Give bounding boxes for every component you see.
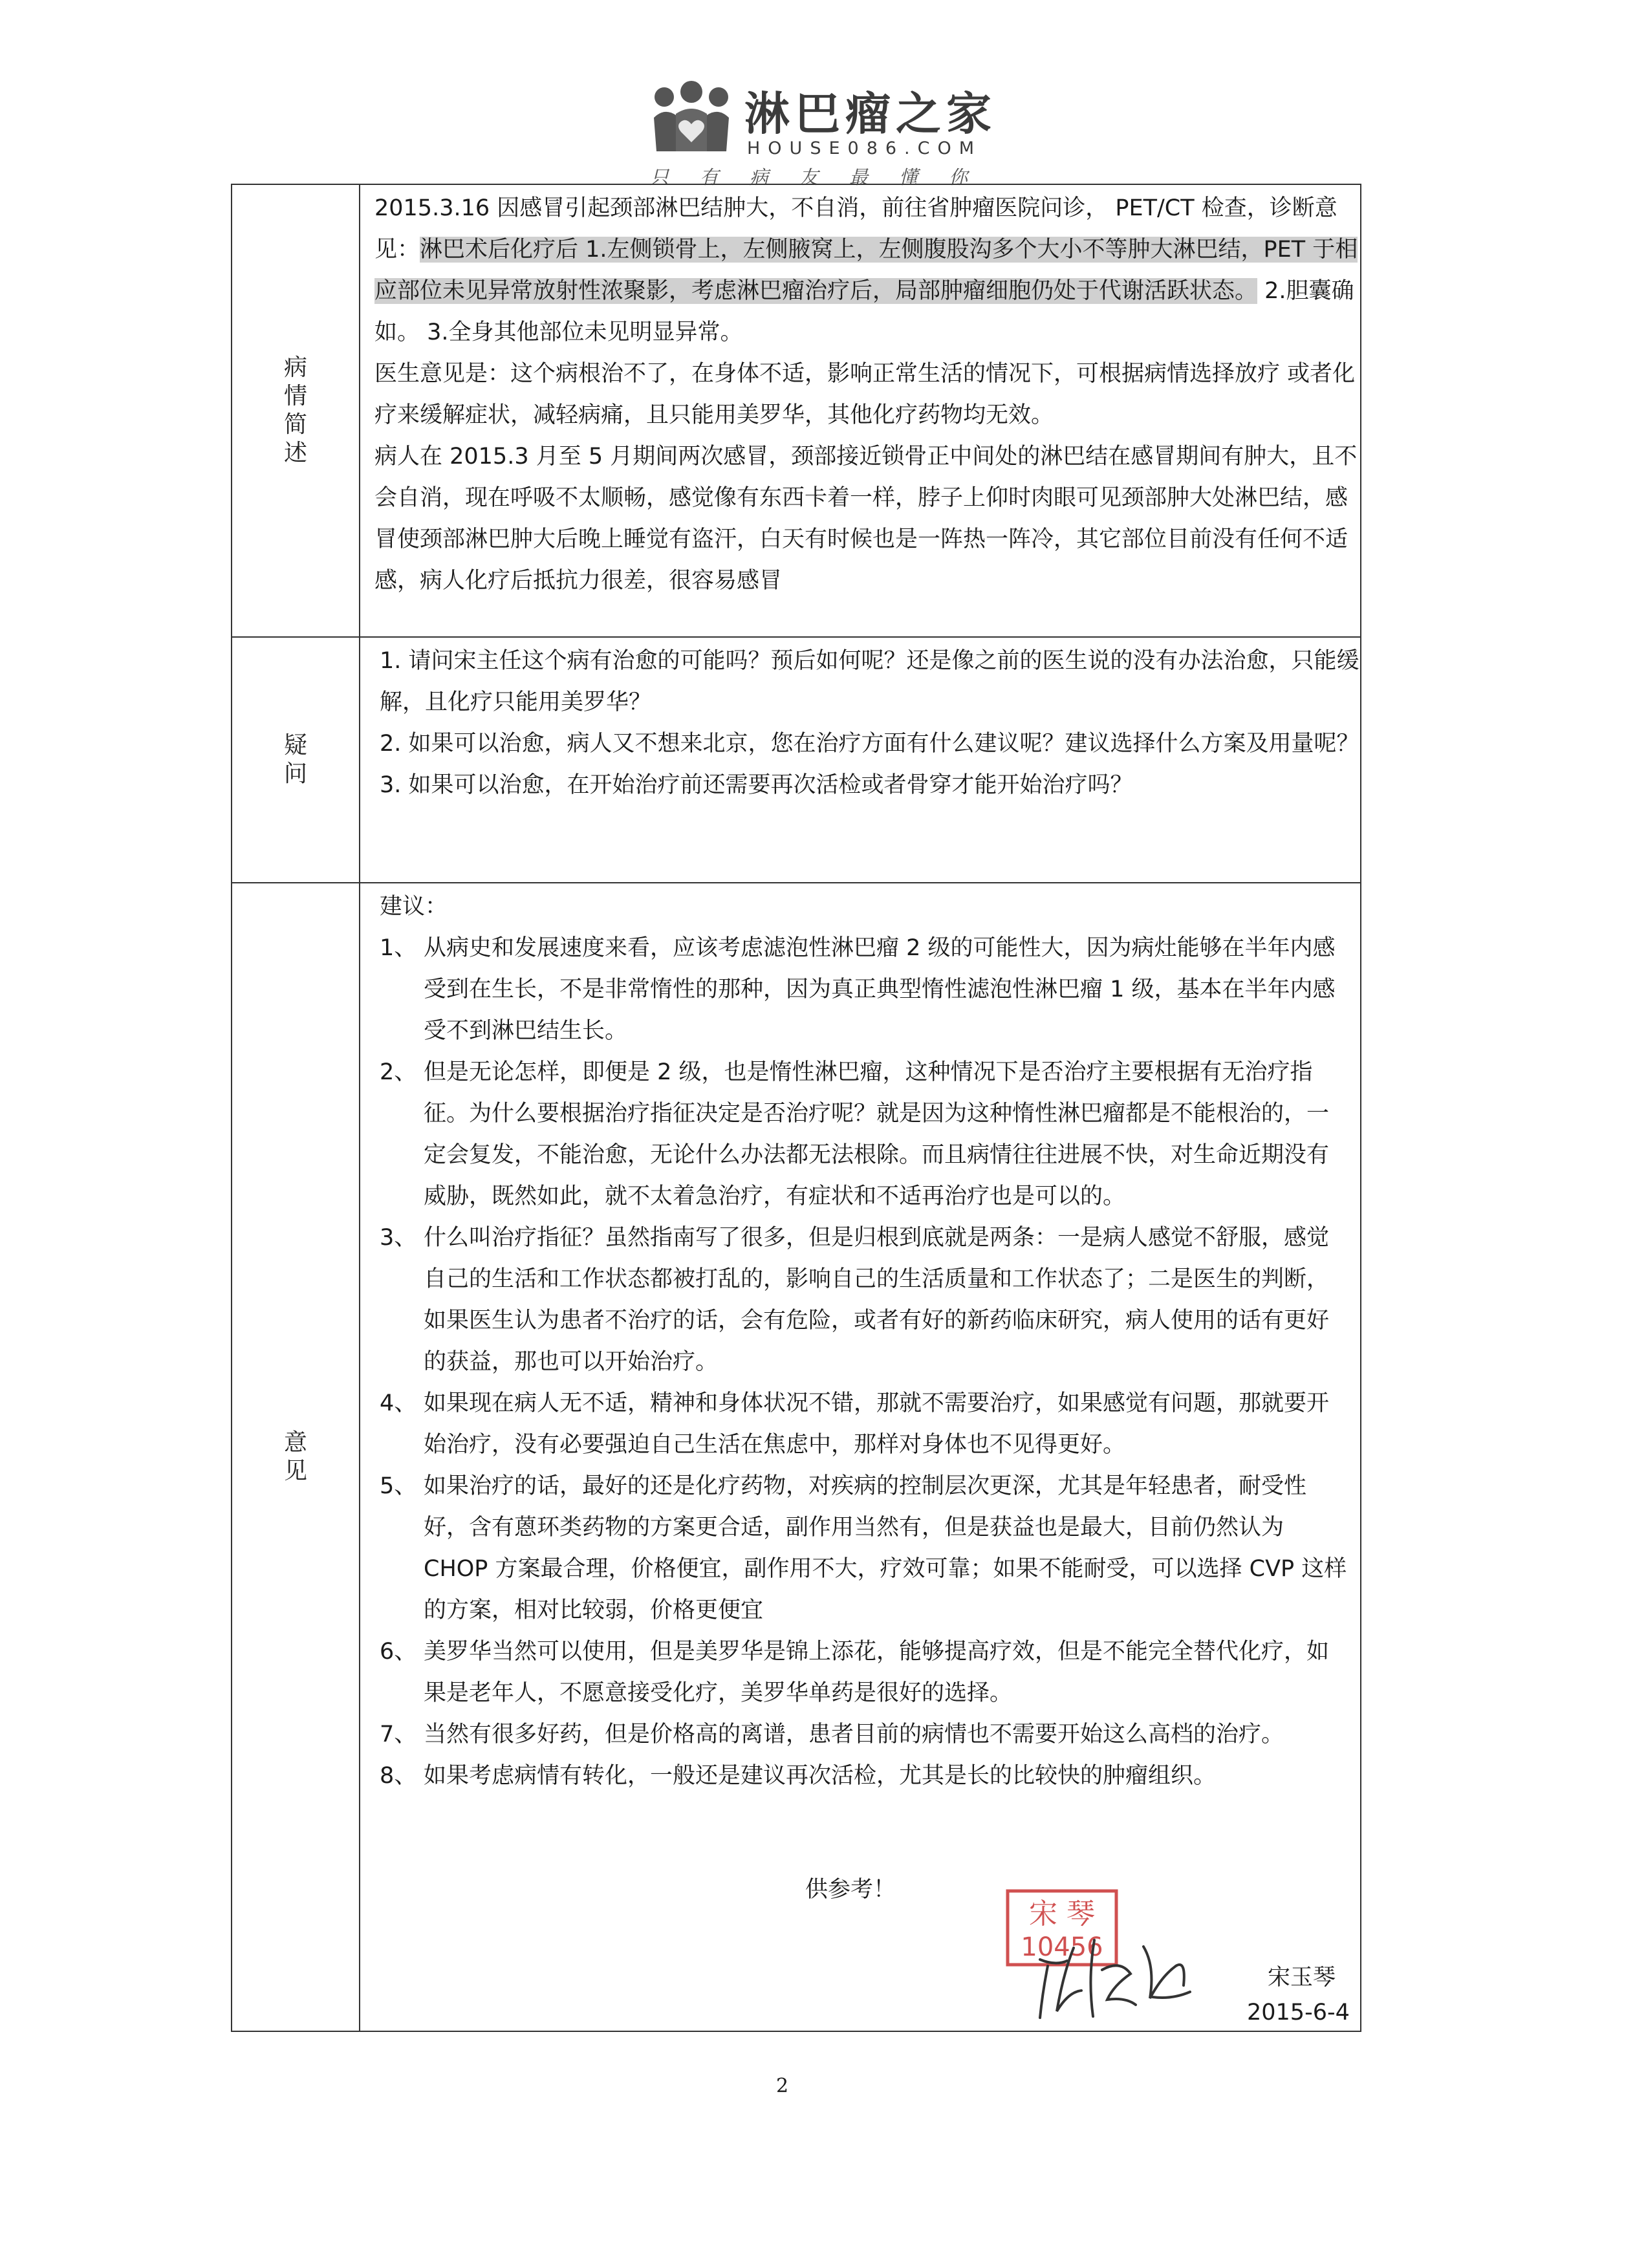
advice-text: 但是无论怎样，即便是 2 级，也是惰性淋巴瘤，这种情况下是否治疗主要根据有无治疗指征。为什么要根据治疗指征决定是否治疗呢？就是因为这种惰性淋巴瘤都是不能根治的，一定会复发，不能治愈，无论什么办法都无法根除。而且病情往往进展不快，对生命近期没有威胁，既然如此，就不太着急治疗，有症状和不适再治疗也是可以的。 [424,1059,1330,1209]
opinion-label: 意见 [283,1429,307,1484]
advice-item [374,1755,1360,1797]
pet-diagnosis-highlight: 淋巴术后化疗后 1.左侧锁骨上，左侧腋窝上，左侧腹股沟多个大小不等肿大淋巴结，PET 于相应部位未见异常放射性浓聚影，考虑淋巴瘤治疗后，局部肿瘤细胞仍处于代谢活跃状态。 [374,237,1358,304]
advice-text: 如果治疗的话，最好的还是化疗药物，对疾病的控制层次更深，尤其是年轻患者，耐受性好，含有蒽环类药物的方案更合适，副作用当然有，但是获益也是最大，目前仍然认为 CHOP 方案最合理，价格便宜，副作用不大，疗效可靠；如果不能耐受，可以选择 CVP 这样的方案，相对比较弱，价格更便宜 [424,1473,1347,1623]
advice-item [374,927,1360,1052]
page-number: 2 [776,2075,789,2097]
question-item: 3. 如果可以治愈，在开始治疗前还需要再次活检或者骨穿才能开始治疗吗？ [380,772,1133,798]
condition-label-cell [232,184,360,637]
signature-date: 2015-6-4 [1247,2000,1350,2025]
opinion-content [360,883,1361,2031]
questions-row [232,637,1361,883]
closing-remark: 供参考！ [805,1877,896,1903]
opinion-row [232,883,1361,2031]
condition-label: 病情简述 [283,354,307,466]
advice-number: 3、 [380,1225,417,1251]
condition-text-0: 2015.3.16 因感冒引起颈部淋巴结肿大，不自消，前往省肿瘤医院问诊， PET/CT 检查，诊断意见： [374,195,1337,263]
advice-number: 2、 [380,1059,417,1085]
stamp-number-text: 10456 [1021,1932,1103,1962]
advice-number: 1、 [380,935,417,961]
advice-number: 5、 [380,1473,417,1499]
questions-label: 疑问 [283,732,307,787]
brand-logo [650,66,1012,199]
advice-heading: 建议： [380,894,448,920]
advice-item [374,1217,1360,1383]
advice-number: 6、 [380,1639,417,1665]
consultation-form [231,184,1361,2032]
advice-item [374,1714,1360,1755]
advice-item [374,1631,1360,1714]
condition-text-2: 2.胆囊确如。 3.全身其他部位未见明显异常。 [374,278,1354,345]
advice-number: 4、 [380,1390,417,1416]
question-item: 2. 如果可以治愈，病人又不想来北京，您在治疗方面有什么建议呢？建议选择什么方案及用量呢？ [380,731,1359,757]
advice-text: 如果现在病人无不适，精神和身体状况不错，那就不需要治疗，如果感觉有问题，那就要开始治疗，没有必要强迫自己生活在焦虑中，那样对身体也不见得更好。 [424,1390,1330,1458]
advice-number: 8、 [380,1763,417,1789]
advice-text: 如果考虑病情有转化，一般还是建议再次活检，尤其是长的比较快的肿瘤组织。 [424,1763,1217,1789]
brand-domain: HOUSE086.COM [747,138,982,158]
condition-content [360,184,1361,637]
advice-text: 美罗华当然可以使用，但是美罗华是锦上添花，能够提高疗效，但是不能完全替代化疗，如果是老年人，不愿意接受化疗，美罗华单药是很好的选择。 [424,1639,1330,1706]
brand-slogan: 只有病友最懂你 [650,166,999,188]
family-heart-icon [650,79,733,157]
stamp-name-text: 宋 琴 [1029,1897,1095,1930]
questions-label-cell [232,637,360,883]
advice-text: 当然有很多好药，但是价格高的离谱，患者目前的病情也不需要开始这么高档的治疗。 [424,1722,1284,1747]
advice-item [374,1465,1360,1631]
patient-history-paragraph: 病人在 2015.3 月至 5 月期间两次感冒，颈部接近锁骨正中间处的淋巴结在感冒期间有肿大，且不会自消，现在呼吸不太顺畅，感觉像有东西卡着一样，脖子上仰时肉眼可见颈部肿大处淋巴结，感冒使颈部淋巴肿大后晚上睡觉有盗汗，白天有时候也是一阵热一阵冷，其它部位目前没有任何不适感，病人化疗后抵抗力很差，很容易感冒 [374,444,1358,594]
advice-text: 从病史和发展速度来看，应该考虑滤泡性淋巴瘤 2 级的可能性大，因为病灶能够在半年内感受到在生长，不是非常惰性的那种，因为真正典型惰性滤泡性淋巴瘤 1 级，基本在半年内感受不到淋巴结生长。 [424,935,1336,1044]
advice-text: 什么叫治疗指征？虽然指南写了很多，但是归根到底就是两条：一是病人感觉不舒服，感觉自己的生活和工作状态都被打乱的，影响自己的生活质量和工作状态了；二是医生的判断，如果医生认为患者不治疗的话，会有危险，或者有好的新药临床研究，病人使用的话有更好的获益，那也可以开始治疗。 [424,1225,1330,1375]
condition-paragraph [374,188,1360,353]
advice-number: 7、 [380,1722,417,1747]
condition-row [232,184,1361,637]
advice-item [374,1052,1360,1217]
questions-content [360,637,1361,883]
doctor-opinion-paragraph: 医生意见是：这个病根治不了，在身体不适，影响正常生活的情况下，可根据病情选择放疗 或者化疗来缓解症状，减轻病痛，且只能用美罗华，其他化疗药物均无效。 [374,361,1356,428]
brand-name: 淋巴瘤之家 [744,87,997,140]
signer-name: 宋玉琴 [1268,1965,1336,1991]
question-item: 1. 请问宋主任这个病有治愈的可能吗？预后如何呢？还是像之前的医生说的没有办法治愈，只能缓解，且化疗只能用美罗华？ [380,648,1359,715]
advice-item [374,1383,1360,1465]
handwritten-signature [1017,1914,1204,2024]
opinion-label-cell [232,883,360,2031]
